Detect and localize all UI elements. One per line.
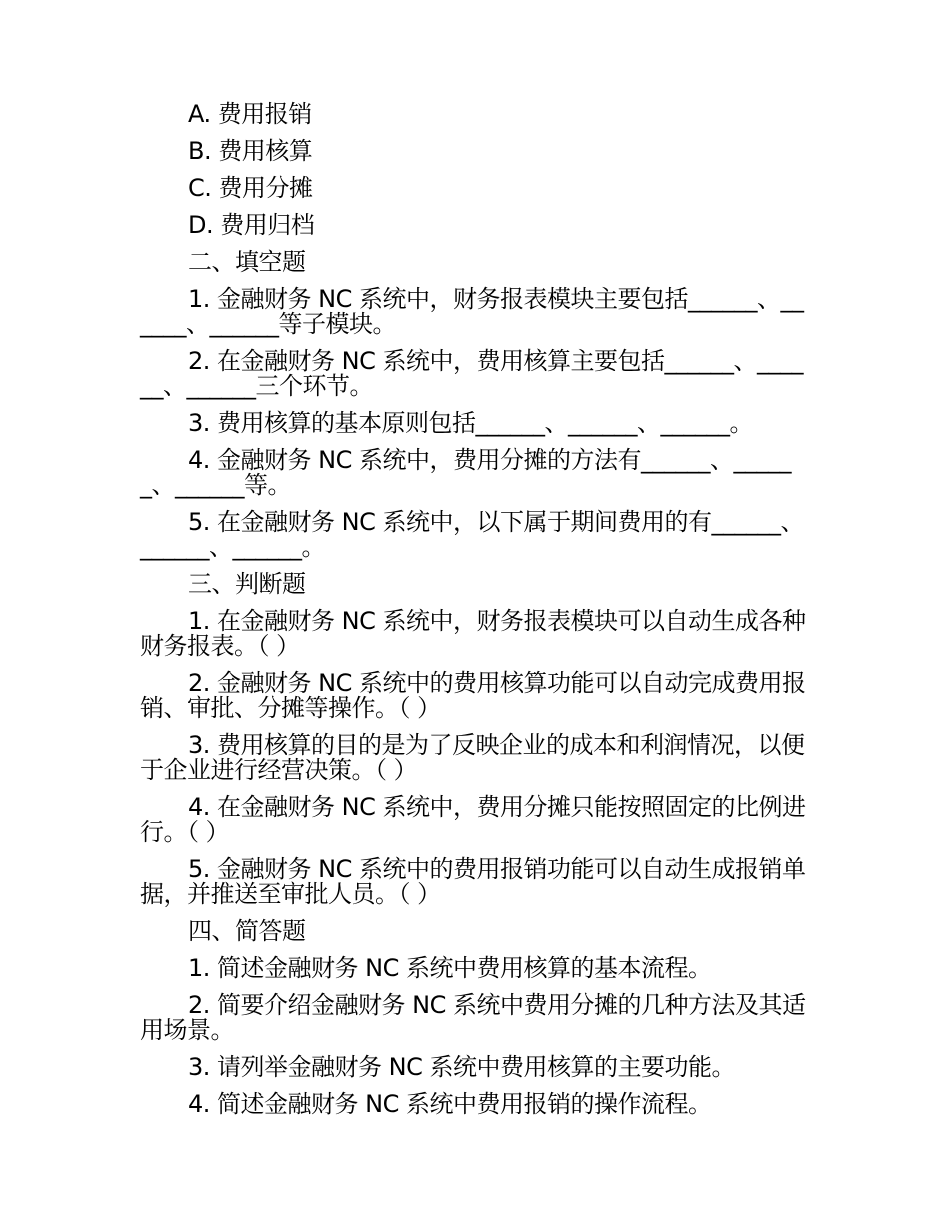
short-question-1: 1. 简述金融财务 NC 系统中费用核算的基本流程。 (188, 954, 712, 982)
judge-question-1: 1. 在金融财务 NC 系统中，财务报表模块可以自动生成各种财务报表。（ ） (140, 607, 806, 660)
option-b: B. 费用核算 (188, 137, 313, 165)
fill-question-2: 2. 在金融财务 NC 系统中，费用核算主要包括______、______、______三个环节。 (140, 347, 803, 400)
judge-question-5: 5. 金融财务 NC 系统中的费用报销功能可以自动生成报销单据，并推送至审批人员。（ ） (140, 855, 806, 908)
fill-question-5: 5. 在金融财务 NC 系统中，以下属于期间费用的有______、______、______。 (140, 508, 804, 561)
short-question-4: 4. 简述金融财务 NC 系统中费用报销的操作流程。 (188, 1090, 712, 1118)
fill-question-3: 3. 费用核算的基本原则包括______、______、______。 (188, 409, 754, 437)
short-question-2: 2. 简要介绍金融财务 NC 系统中费用分摊的几种方法及其适用场景。 (140, 991, 806, 1044)
option-c: C. 费用分摊 (188, 174, 313, 202)
fill-question-4: 4. 金融财务 NC 系统中，费用分摊的方法有______、______、______等。 (140, 446, 791, 499)
judge-section-heading: 三、判断题 (188, 570, 306, 598)
judge-question-4: 4. 在金融财务 NC 系统中，费用分摊只能按照固定的比例进行。（ ） (140, 793, 806, 846)
option-d: D. 费用归档 (188, 211, 315, 239)
judge-question-2: 2. 金融财务 NC 系统中的费用核算功能可以自动完成费用报销、审批、分摊等操作。（ ） (140, 669, 806, 722)
short-section-heading: 四、简答题 (188, 917, 306, 945)
short-question-3: 3. 请列举金融财务 NC 系统中费用核算的主要功能。 (188, 1053, 735, 1081)
fill-question-1: 1. 金融财务 NC 系统中，财务报表模块主要包括______、______、______等子模块。 (140, 285, 804, 338)
document-page (140, 102, 812, 1129)
judge-question-3: 3. 费用核算的目的是为了反映企业的成本和利润情况，以便于企业进行经营决策。（ ） (140, 731, 805, 784)
fill-section-heading: 二、填空题 (188, 248, 306, 276)
option-a: A. 费用报销 (188, 100, 312, 128)
